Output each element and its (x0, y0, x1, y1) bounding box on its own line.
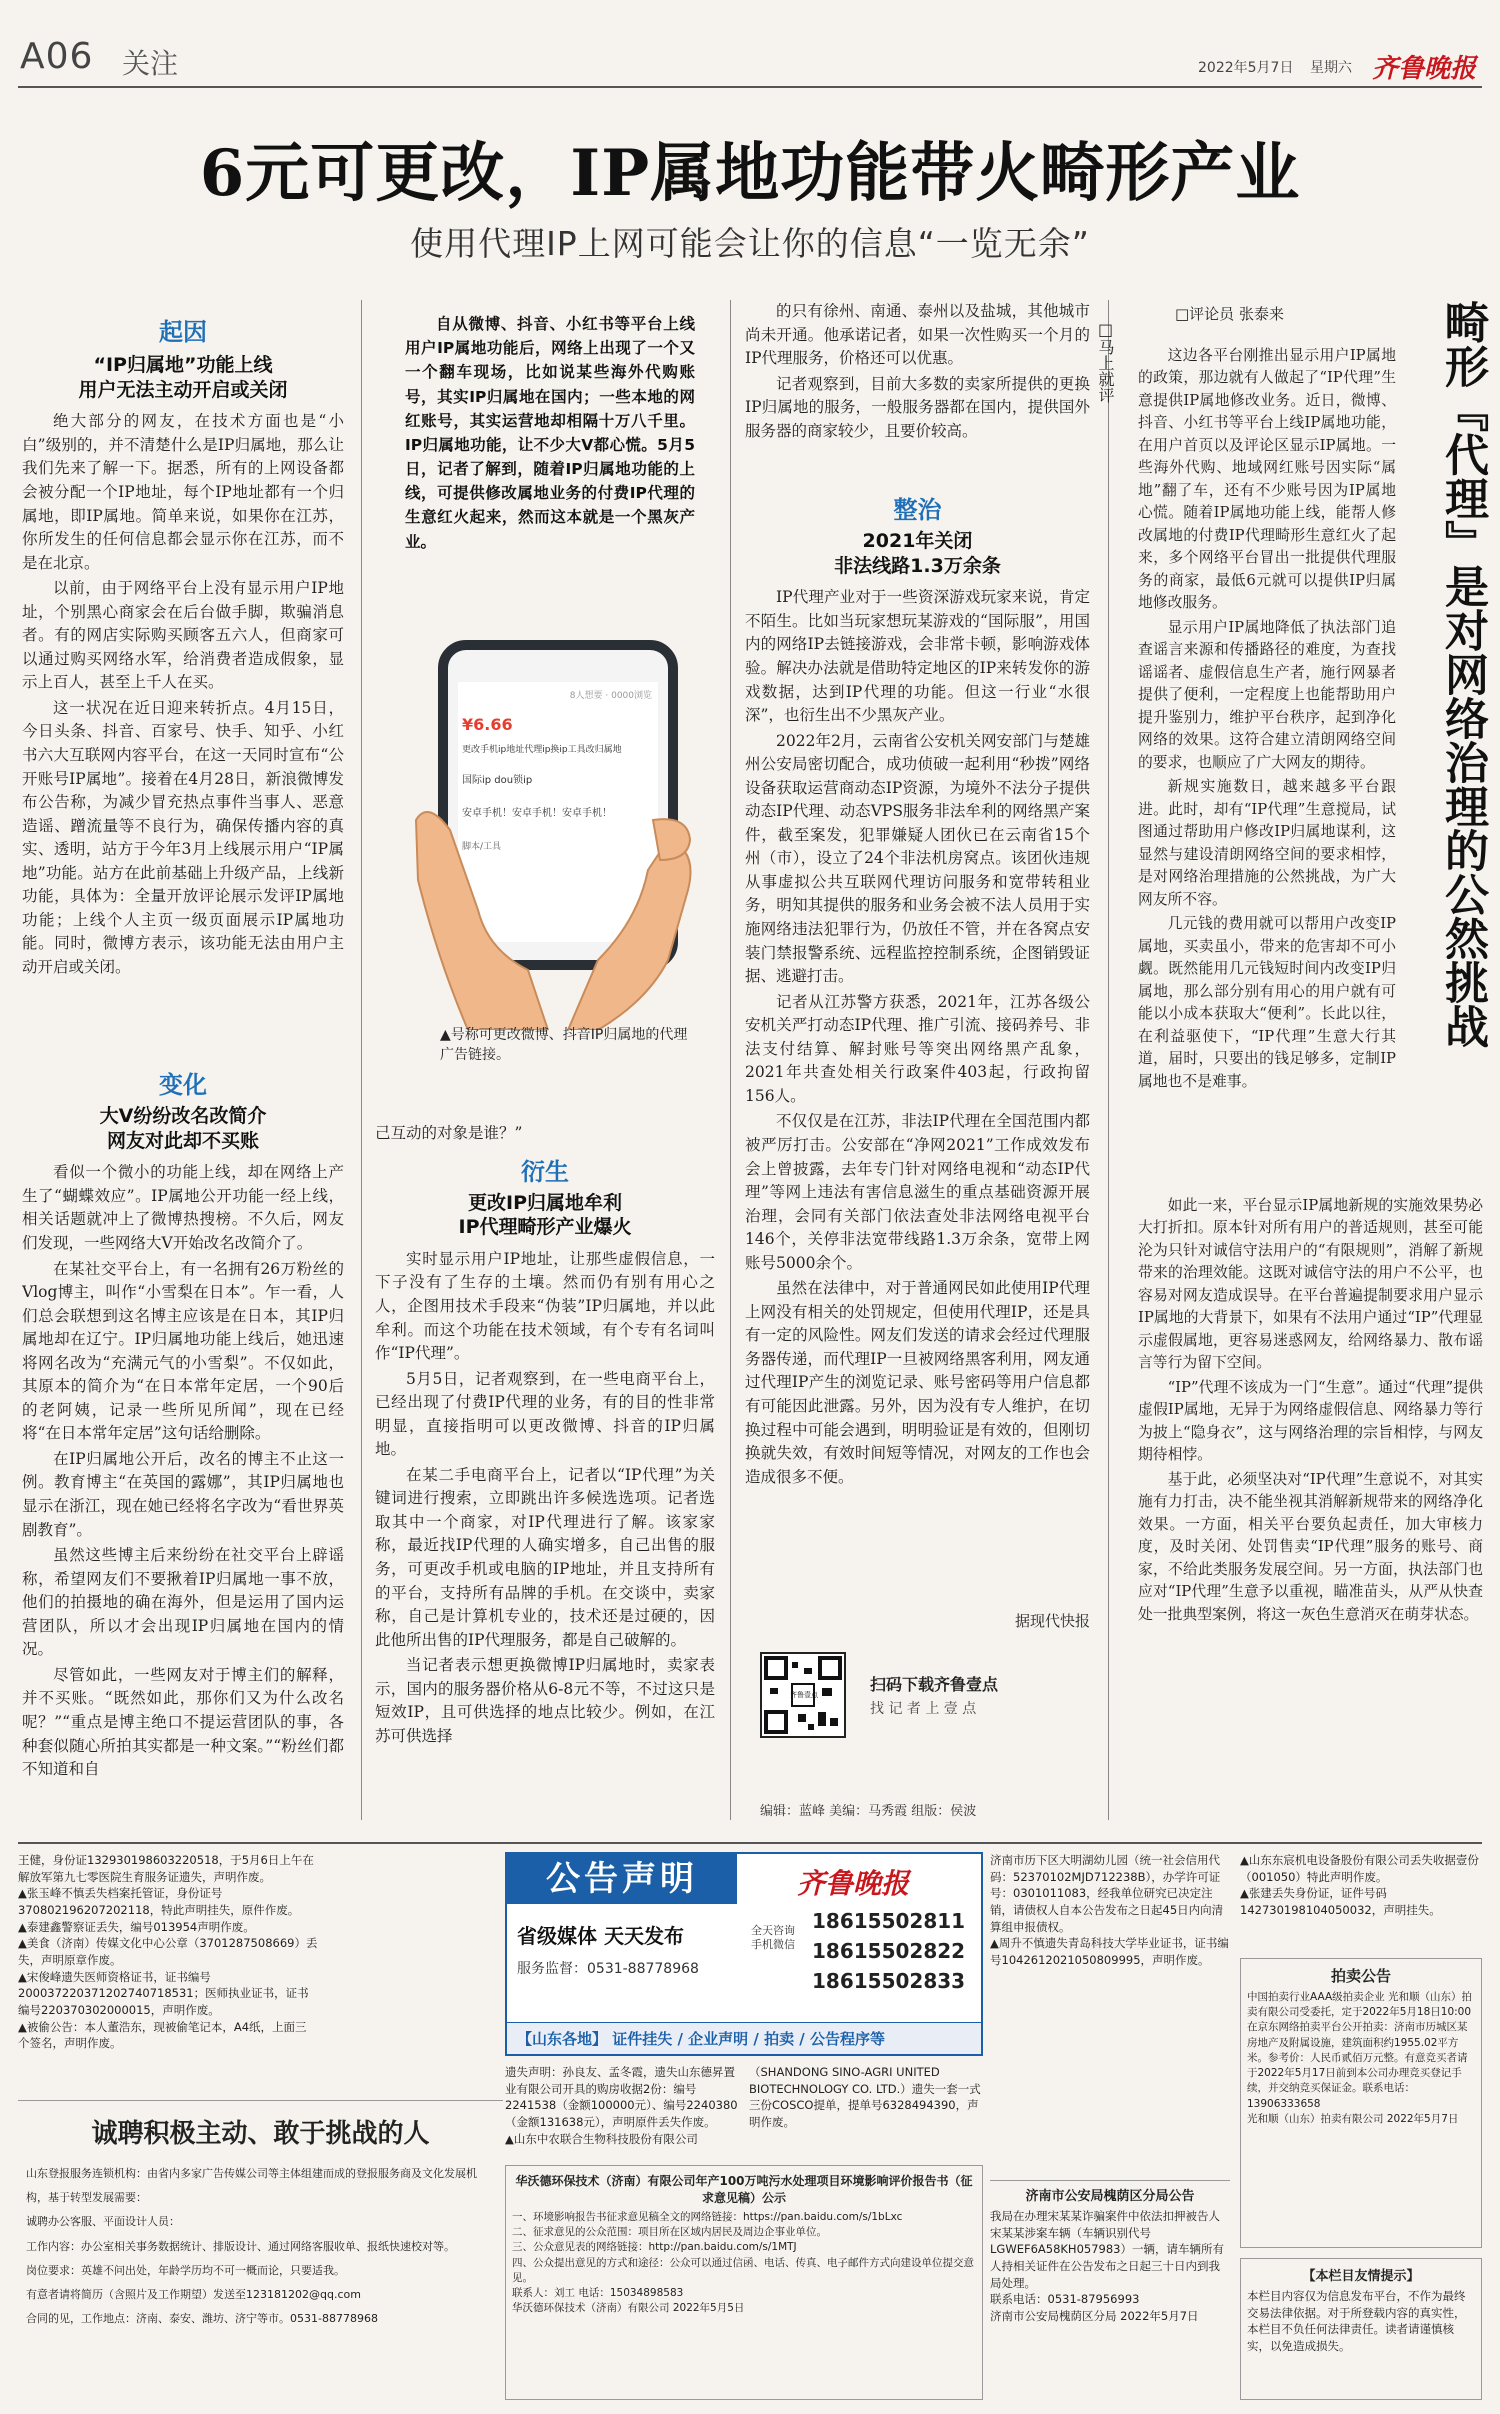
section-subhead: 用户无法主动开启或关闭 (78, 378, 288, 401)
qr-label: 齐鲁壹点 (790, 1691, 818, 1699)
phone-number[interactable]: 18615502833 (812, 1969, 966, 1993)
notice-ad-service: 服务监督：0531-88778968 (517, 1961, 699, 1977)
lead-in: 己互动的对象是谁？” (375, 1124, 523, 1142)
auction-body: 中国拍卖行业AAA级拍卖企业 光和顺（山东）拍卖有限公司受委托，定于2022年5月18日10:00在京东网络拍卖平台公开拍卖：济南市历城区某房地产及附属设施，建筑面积约1955.02平方米。参考价：人民币贰佰万元整。有意竞买者请于2022年5月17日前到本公司办理竞买登记手续，并交纳竞买保证金。联系电话：13906333658 光和顺（山东）拍卖有限公司 2022年5月7日 (1247, 1991, 1472, 2125)
editorial-credits: 编辑：蓝峰 美编：马秀霞 组版：侯波 (760, 1804, 977, 1819)
page-code: A06 (20, 36, 94, 77)
paragraph: 在某社交平台上，有一名拥有26万粉丝的Vlog博主，叫作“小雪梨在日本”。乍一看，人们总会联想到这名博主应该是在日本，其IP归属地却在辽宁。IP归属地功能上线后，她迅速将网名改为“充满元气的小雪梨”。不仅如此，其原本的简介为“在日本常年定居，一个90后的老阿姨，记录一些所见所闻”，现在已经将“在日本常年定居”这句话给删除。 (22, 1259, 344, 1443)
notice-ad-footer (507, 2022, 981, 2054)
paragraph: 尽管如此，一些网友对于博主们的解释，并不买账。“既然如此，那你们又为什么改名呢？”“重点是博主绝口不提运营团队的事，各种套似随心所拍其实都是一种文案。”“粉丝们都不知道和自 (22, 1665, 344, 1779)
paragraph: 绝大部分的网友，在技术方面也是“小白”级别的，并不清楚什么是IP归属地，那么让我们先来了解一下。据悉，所有的上网设备都会被分配一个IP地址，每个IP地址都有一个归属地，即IP属地。简单来说，如果你在江苏，你所发生的任何信息都会显示你在江苏，而不是在北京。 (22, 412, 344, 572)
tips-body: 本栏目内容仅为信息发布平台，不作为最终交易法律依据。对于所登载内容的真实性，本栏目不负任何法律责任。读者请谨慎核实，以免造成损失。 (1247, 2289, 1466, 2354)
notice-ad-brand: 齐鲁晚报 (797, 1867, 910, 1900)
section-change (22, 1065, 344, 1846)
article-source: 据现代快报 (1014, 1612, 1090, 1631)
article-body (22, 1161, 344, 1846)
auction-notice (1240, 1958, 1482, 2248)
tips-title: 【本栏目友情提示】 (1302, 2269, 1420, 2284)
qr-line-1: 扫码下载齐鲁壹点 (870, 1675, 999, 1694)
qr-code-icon[interactable] (760, 1652, 846, 1738)
paragraph: 在某二手电商平台上，记者以“IP代理”为关键词进行搜索，立即跳出许多候选选项。记者选取其中一个商家，对IP代理进行了解。该家家称，最近找IP代理的人确实增多，自己出售的服务，可更改手机或电脑的IP地址，并且支持所有的平台，支持所有品牌的手机。在交谈中，卖家称，自己是计算机专业的，技术还是过硬的，因此他所出售的IP代理服务，都是自己破解的。 (375, 1465, 715, 1649)
paragraph: 当记者表示想更换微博IP归属地时，卖家表示，国内的服务器价格从6-8元不等，不过这只是短效IP，且可供选择的地点比较少。例如，在江苏可供选择 (375, 1656, 715, 1745)
police-notice (990, 2180, 1230, 2400)
section-cause (22, 312, 344, 1080)
notice-ad-footer-text: 【山东各地】 证件挂失 / 企业声明 / 拍卖 / 公告程序等 (517, 2030, 885, 2048)
notice-right: 济南市历下区大明湖幼儿园（统一社会信用代码：52370102MJD712238B），办学许可证号：0301011083，经我单位研究已决定注销，请债权人自本公告发布之日起45日内向清算组申报债权。 ▲周升不慎遗失青岛科技大学毕业证书，证书编号1042612021050809995，声明作废。 (990, 1853, 1229, 1968)
commentary-title-text: 畸形『代理』是对网络治理的公然挑战 (1437, 300, 1488, 1048)
paragraph: 不仅仅是在江苏，非法IP代理在全国范围内都被严厉打击。公安部在“净网2021”工作成效发布会上曾披露，去年专门针对网络电视和“动态IP代理”等网上违法有害信息滋生的重点基础资源开展治理，会同有关部门依法查处非法网络电视平台146个，关停非法宽带线路1.3万余条，宽带上网账号5000余个。 (745, 1112, 1090, 1272)
image-caption: ▲号称可更改微博、抖音IP归属地的代理广告链接。 (440, 1027, 688, 1064)
recruit-title: 诚聘积极主动、敢于挑战的人 (91, 2119, 430, 2149)
paragraph: 以前，由于网络平台上没有显示用户IP地址，个别黑心商家会在后台做手脚，欺骗消息者。有的网店实际购买顾客五六人，但商家可以通过购买网络水军，给消费者造成假象，显示上百人，甚至上千人在买。 (22, 579, 344, 692)
section-subhead: 网友对此却不买账 (106, 1129, 259, 1152)
issue-date: 2022年5月7日 (1198, 60, 1294, 76)
section-rectify (745, 490, 1090, 1631)
section-label: 关注 (122, 47, 179, 80)
paragraph: “IP”代理不该成为一门“生意”。通过“代理”提供虚假IP属地，无异于为网络虚假信息、网络暴力等行为披上“隐身衣”，这与网络治理的宗旨相悖，与网友期待相悖。 (1138, 1378, 1483, 1464)
section-subhead: “IP归属地”功能上线 (93, 354, 273, 376)
recruit-ad (18, 2100, 503, 2400)
notice-middle: 遗失声明：孙良友、孟冬霞，遗失山东德昇置业有限公司开具的购房收据2份：编号2241538（金额100000元）、编号2240380（金额131638元），声明原件丢失作废。 ▲山东中农联合生物科技股份有限公司（SHANDONG SINO-AGRI UNITED BIOTECHNOLOGY CO. LTD.）遗失一套一式三份COSCO提单，提单号6328494390，声明作废。 (505, 2065, 981, 2146)
phone-number[interactable]: 18615502822 (812, 1939, 966, 1963)
notice-ad-phones (812, 1906, 965, 1996)
qr-block (760, 1652, 1080, 1752)
column-tag-text: □马上就评 (1096, 320, 1115, 403)
paragraph: 记者从江苏警方获悉，2021年，江苏各级公安机关严打动态IP代理、推广引流、接码养号、非法支付结算、解封账号等突出网络黑产乱象，2021年共查处相关行政案件403起，行政拘留156人。 (745, 992, 1090, 1105)
env-notice-body: 一、环境影响报告书征求意见稿全文的网络链接：https://pan.baidu.com/s/1bLxc 二、征求意见的公众范围：项目所在区域内居民及周边企事业单位。 三、公众意见表的网络链接：http://pan.baidu.com/s/1MTJ 四、公众提出意见的方式和途径：公众可以通过信函、电话、传真、电子邮件方式向建设单位提交意见。 联系人：刘工 电话：15034898583 华沃德环保技术（济南）有限公司 2022年5月5日 (512, 2211, 974, 2315)
auction-title: 拍卖公告 (1330, 1967, 1391, 1985)
column-divider (361, 300, 362, 1820)
phone-number[interactable]: 18615502811 (812, 1909, 966, 1933)
section-derive (375, 1122, 715, 1816)
masthead-rule (18, 86, 1482, 88)
listing-title: 更改手机ip地址代理ip换ip工具改归属地 (462, 745, 622, 755)
paragraph: 如此一来，平台显示IP属地新规的实施效果势必大打折扣。原本针对所有用户的普适规则，甚至可能沦为只针对诚信守法用户的“有限规则”，消解了新规带来的治理效能。这既对诚信守法的用户不公平，也容易对网友造成误导。在平台普遍提制要求用户显示IP属地的大背景下，如果有不法用户通过“IP”代理显示虚假属地，更容易迷惑网友，给网络暴力、散布谣言等行为留下空间。 (1138, 1197, 1483, 1372)
article-body (22, 410, 344, 1080)
notice-ad-title: 公告声明 (546, 1859, 698, 1899)
commentary-body-top (1138, 345, 1396, 1190)
paragraph: 几元钱的费用就可以帮用户改变IP属地，买卖虽小，带来的危害却不可小觑。既然能用几元钱短时间内改变IP归属地，那么部分别有用心的用户就有可能以小成本获取大“便利”。长此以往，在利益驱使下，“IP代理”生意大行其道，届时，只要出的钱足够多，定制IP属地也不是难事。 (1138, 915, 1396, 1090)
page-title: 6元可更改，IP属地功能带火畸形产业 (199, 136, 1301, 211)
section-subhead: 更改IP归属地牟利 (468, 1191, 622, 1214)
section-label: 整治 (893, 496, 942, 524)
commentary-column-tag (1092, 320, 1114, 403)
column-divider (730, 300, 731, 1820)
paragraph: 基于此，必须坚决对“IP代理”生意说不，对其实施有力打击，决不能坐视其消解新规带来的网络净化效果。一方面，相关平台要负起责任，加大审核力度，及时关闭、处罚售卖“IP代理”服务的账号、商家，不给此类服务发展空间。另一方面，执法部门也应对“IP代理”生意予以重视，瞄准苗头，从严从快查处一批典型案例，将这一灰色生意消灭在萌芽状态。 (1138, 1470, 1483, 1623)
qr-line-2: 找 记 者 上 壹 点 (870, 1701, 977, 1717)
tips-box (1240, 2258, 1482, 2400)
intro-quote: 自从微博、抖音、小红书等平台上线用户IP属地功能后，网络上出现了一个又一个翻车现场，比如说某些海外代购账号，其实IP归属地在国内；一些本地的网红账号，其实运营地却相隔十万八千里。IP归属地功能，让不少大V都心慌。5月5日，记者了解到，随着IP归属地功能的上线，可提供修改属地业务的付费IP代理的生意红火起来，然而这本就是一个黑灰产业。 (405, 315, 695, 551)
notice-left: 王健，身份证132930198603220518，于5月6日上午在解放军第九七零医院生育服务证遗失，声明作废。 ▲张玉峰不慎丢失档案托管证，身份证号370802196207202118，特此声明挂失，原件作废。 ▲泰建鑫警察证丢失，编号013954声明作废。 ▲美食（济南）传媒文化中心公章（3701287508669）丢失，声明原章作废。 ▲宋俊峰遗失医师资格证书，证书编号200037220371202740718531；医师执业证书，证书编号220370302000015，声明作废。 ▲被偷公告：本人董浩东，现被偷笔记本，A4纸，上面三个签名，声明作废。 (18, 1853, 318, 2051)
recruit-body: 山东登报服务连锁机构：由省内多家广告传媒公司等主体组建而成的登报服务商及文化发展机构，基于转型发展需要： 诚聘办公客服、平面设计人员： 工作内容：办公室相关事务数据统计、排版设计、通过网络客服收单、报纸快速校对等。 岗位要求：英雄不问出处，年龄学历均不可一概而论，只要适我。 有意者请将简历（含照片及工作期望）发送至123181202@qq.com 合同的见，工作地点：济南、泰安、潍坊、济宁等市。0531-88778968 (26, 2167, 477, 2326)
paragraph: 在IP归属地公开后，改名的博主不止这一例。教育博主“在英国的露娜”，其IP归属地也显示在浙江，现在她已经将名字改为“看世界英剧教育”。 (22, 1449, 344, 1539)
phone-illustration (398, 620, 703, 1040)
paragraph: 虽然这些博主后来纷纷在社交平台上辟谣称，希望网友们不要揪着IP归属地一事不放，他们的拍摄地的确在海外，但是运用了国内运营团队，所以才会出现IP归属地在国内的情况。 (22, 1546, 344, 1659)
commentary-byline: □评论员 张泰来 (1175, 305, 1284, 323)
police-notice-title: 济南市公安局槐荫区分局公告 (1025, 2189, 1195, 2204)
environment-notice (505, 2165, 983, 2400)
masthead (0, 0, 1500, 88)
notice-ad-slogan: 省级媒体 天天发布 (517, 1924, 684, 1948)
commentary-body-bottom (1138, 1195, 1483, 1825)
article-body (745, 586, 1090, 1606)
section-label: 变化 (159, 1071, 207, 1099)
listing-status: 8人想要 · 0000浏览 (569, 691, 652, 701)
paragraph: 虽然在法律中，对于普通网民如此使用IP代理上网没有相关的处罚规定，但使用代理IP，还是具有一定的风险性。网友们发送的请求会经过代理服务器传递，而代理IP一旦被网络黑客利用，网友通过代理IP产生的浏览记录、账号密码等用户信息都有可能因此泄露。另外，因为没有专人维护，在切换过程中可能会遇到，明明验证是有效的，但刚切换就失效，有效时间短等情况，对网友的工作也会造成很多不便。 (745, 1279, 1090, 1486)
section-subhead: 非法线路1.3万余条 (834, 554, 1001, 577)
article-body (375, 1248, 715, 1816)
section-subhead: 2021年关闭 (862, 530, 973, 552)
article-body (1138, 345, 1396, 1190)
paper-logo: 齐鲁晚报 (1372, 54, 1477, 84)
paragraph: 5月5日，记者观察到，在一些电商平台上，已经出现了付费IP代理的业务，有的目的性非常明显，直接指明可以更改微博、抖音的IP归属地。 (375, 1369, 715, 1459)
paragraph: 新规实施数日，越来越多平台跟进。此时，却有“IP代理”生意搅局，试图通过帮助用户修改IP归属地谋利，这显然与建设清朗网络空间的要求相悖，是对网络治理措施的公然挑战，为广大网友所不容。 (1138, 778, 1396, 908)
paragraph: 这一状况在近日迎来转折点。4月15日，今日头条、抖音、百家号、快手、知乎、小红书六大互联网内容平台，在这一天同时宣布“公开账号IP属地”。接着在4月28日，新浪微博发布公告称，为减少冒充热点事件当事人、恶意造谣、蹭流量等不良行为，确保传播内容的真实、透明，站方于今年3月上线展示用户“IP属地”功能。站方在此前基础上升级产品，上线新功能，具体为：全量开放评论展示发评IP属地功能；上线个人主页一级页面展示IP属地功能。同时，微博方表示，该功能无法由用户主动开启或关闭。 (22, 698, 344, 976)
police-notice-body: 我局在办理宋某某诈骗案件中依法扣押被告人宋某某涉案车辆（车辆识别代号LGWEF6A58KH057983）一辆，请车辆所有人持相关证件在公告发布之日起三十日内到我局处理。 联系电话：0531-87956993 济南市公安局槐荫区分局 2022年5月7日 (990, 2209, 1224, 2324)
env-notice-title: 华沃德环保技术（济南）有限公司年产100万吨污水处理项目环境影响评价报告书（征求意见稿）公示 (515, 2174, 973, 2205)
paragraph: 这边各平台刚推出显示用户IP属地的政策，那边就有人做起了“IP代理”生意提供IP属地修改业务。近日，微博、抖音、小红书等平台上线IP属地功能，在用户首页以及评论区显示IP属地。一些海外代购、地域网红账号因实际“属地”翻了车，还有不少账号因为IP属地心慌。随着IP属地功能上线，能帮人修改属地的付费IP代理畸形生意红火了起来，多个网络平台冒出一批提供代理服务的商家，最低6元就可以提供IP归属地修改服务。 (1138, 347, 1396, 612)
notice-ad-phone-label: 全天咨询 手机微信 (751, 1924, 795, 1952)
notice-ad-banner (505, 1852, 983, 2056)
paragraph: 记者观察到，目前大多数的卖家所提供的更换IP归属地的服务，一般服务器都在国内，提供国外服务器的商家较少，且要价较高。 (745, 374, 1090, 440)
paragraph: 实时显示用户IP地址，让那些虚假信息，一下子没有了生存的土壤。然而仍有别有用心之人，企图用技术手段来“伪装”IP归属地，并以此牟利。而这个功能在技术领域，有个专有名词叫作“IP代理”。 (375, 1249, 715, 1363)
hand-icon (398, 760, 703, 1030)
notice-ad-header (507, 1854, 737, 1904)
section-label: 起因 (159, 318, 207, 346)
paragraph: 的只有徐州、南通、泰州以及盐城，其他城市尚未开通。他承诺记者，如果一次性购买一个月的IP代理服务，价格还可以优惠。 (745, 302, 1090, 368)
paragraph: 看似一个微小的功能上线，却在网络上产生了“蝴蝶效应”。IP属地公开功能一经上线，相关话题就冲上了微博热搜榜。不久后，网友们发现，一些网络大V开始改名改简介了。 (22, 1163, 344, 1253)
article-body (1138, 1195, 1483, 1825)
listing-price: ¥6.66 (462, 715, 513, 734)
issue-weekday: 星期六 (1310, 60, 1352, 76)
column-divider (1108, 300, 1109, 1820)
commentary-title (1405, 300, 1488, 1220)
section-subhead: IP代理畸形产业爆火 (458, 1216, 632, 1239)
article-body (745, 300, 1090, 480)
section-subhead: 大V纷纷改名改简介 (99, 1105, 267, 1127)
listing-chat: 安卓手机！安卓手机！安卓手机！ (462, 808, 612, 819)
paragraph: 2022年2月，云南省公安机关网安部门与楚雄州公安局密切配合，成功侦破一起利用“秒拨”网络设备获取运营商动态IP资源，为境外不法分子提供动态IP代理、动态VPS服务非法牟利的网络黑产案件，截至案发，犯罪嫌疑人团伙已在云南省15个州（市），设立了24个非法机房窝点。该团伙违规从事虚拟公共互联网代理访问服务和宽带转租业务，明知其提供的服务和业务会被不法人员用于实施网络违法犯罪行为，仍放任不管，并在各窝点安装门禁报警系统、远程监控控制系统，企图销毁证据、逃避打击。 (745, 731, 1090, 986)
paragraph: IP代理产业对于一些资深游戏玩家来说，肯定不陌生。比如当玩家想玩某游戏的“国际服”，用国内的网络IP去链接游戏，会非常卡顿，影响游戏体验。解决办法就是借助特定地区的IP来转发你的游戏数据，达到IP代理的功能。但这一行业“水很深”，也衍生出不少黑灰产业。 (745, 588, 1090, 725)
listing-tag: 国际ip dou锁ip (462, 775, 533, 786)
paragraph: 显示用户IP属地降低了执法部门追查谣言来源和传播路径的难度，为查找谣谣者、虚假信息生产者，施行网暴者提供了便利，一定程度上也能帮助用户提升鉴别力，维护平台秩序，起到净化网络的效果。这符合建立清朗网络空间的要求，也顺应了广大网友的期待。 (1138, 618, 1396, 771)
notice-far-right: ▲山东东宸机电设备股份有限公司丢失收据壹份（001050）特此声明作废。 ▲张建丢失身份证，证件号码142730198104050032，声明挂失。 (1240, 1853, 1479, 1918)
section-derive-continued (745, 300, 1090, 480)
listing-footer: 脚本/工具 (462, 842, 502, 852)
page-subtitle: 使用代理IP上网可能会让你的信息“一览无余” (410, 224, 1090, 263)
section-label: 衍生 (521, 1157, 569, 1186)
classified-top-rule (18, 1842, 1482, 1844)
